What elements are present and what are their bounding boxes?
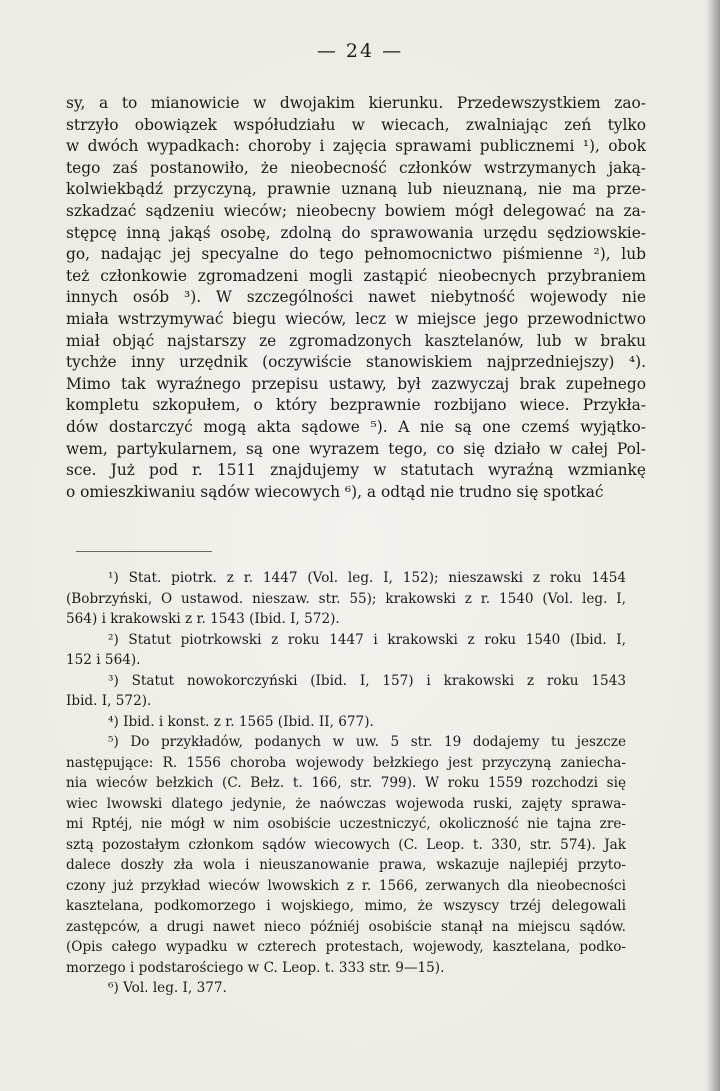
text-line: dów dostarczyć mogą akta sądowe ⁵). A nie są one czemś wyjątko- (66, 417, 646, 436)
footnote (66, 568, 626, 630)
footnote-line: sztą pozostałym członkom sądów wiecowych (C. Leop. t. 330, str. 574). Jak (66, 836, 626, 853)
footnote-line: ⁵) Do przykładów, podanych w uw. 5 str. 19 dodajemy tu jeszcze (108, 734, 626, 750)
page-edge-shadow (706, 0, 720, 1091)
footnote-line: dalece doszły zła wola i nieuszanowanie prawa, wskazuje najlepiéj przyto- (66, 857, 626, 873)
main-text (66, 93, 646, 503)
footnote-line: czony już przykład wieców lwowskich z r. 1566, zerwanych dla nieobecności (66, 877, 626, 894)
footnote-line: morzego i podstarościego w C. Leop. t. 333 str. 9—15). (66, 959, 445, 976)
footnote-separator (76, 551, 212, 552)
footnote-line: ²) Statut piotrkowski z roku 1447 i krakowski z roku 1540 (Ibid. I, (108, 631, 626, 648)
text-line: kolwiekbądź przyczyną, prawnie uznaną lub nieuznaną, nie ma prze- (66, 180, 646, 199)
footnote-line: mi Rptéj, nie mógł w nim osobiście uczestniczyć, okoliczność nie tajna zre- (66, 816, 626, 832)
footnote-line: ¹) Stat. piotrk. z r. 1447 (Vol. leg. I, 152); nieszawski z roku 1454 (108, 570, 626, 586)
footnote (66, 671, 626, 712)
footnote-line: nia wieców bełzkich (C. Bełz. t. 166, str. 799). W roku 1559 rozchodzi się (66, 775, 626, 791)
footnote-line: kasztelana, podkomorzego i wojskiego, mimo, że wszyscy trzéj delegowali (66, 898, 626, 914)
footnote-line: (Bobrzyński, O ustawod. nieszaw. str. 55); krakowski z r. 1540 (Vol. leg. I, (66, 590, 626, 607)
text-line: wem, partykularnem, są one wyrazem tego, co się działo w całej Pol- (66, 439, 646, 458)
text-line: o omieszkiwaniu sądów wiecowych ⁶), a odtąd nie trudno się spotkać (66, 482, 604, 501)
text-line: też członkowie zgromadzeni mogli zastąpić nieobecnych przybraniem (66, 266, 646, 285)
footnote-line: 152 i 564). (66, 652, 141, 668)
footnote-line: 564) i krakowski z r. 1543 (Ibid. I, 572). (66, 611, 340, 627)
footnote-line: wiec lwowski dlatego jedynie, że naówczas wojewoda ruski, zajęty sprawa- (66, 795, 626, 812)
text-line: w dwóch wypadkach: choroby i zajęcia sprawami publicznemi ¹), obok (66, 137, 646, 156)
text-line: Mimo tak wyraźnego przepisu ustawy, był zazwyczaj brak zupełnego (66, 374, 646, 393)
footnote-line: (Opis całego wypadku w czterech protestach, wojewody, kasztelana, podko- (66, 939, 626, 955)
footnote (66, 630, 626, 671)
footnote-line: Ibid. I, 572). (66, 693, 152, 709)
text-line: stępcę inną jakąś osobę, zdolną do sprawowania urzędu sędziowskie- (66, 223, 646, 242)
text-line: tychże inny urzędnik (oczywiście stanowiskiem najprzedniejszy) ⁴). (66, 353, 646, 372)
text-line: kompletu szkopułem, o który bezprawnie rozbijano wiece. Przykła- (66, 396, 646, 415)
text-line: szkadzać sądzeniu wieców; nieobecny bowiem mógł delegować na za- (66, 201, 646, 220)
text-line: sce. Już pod r. 1511 znajdujemy w statutach wyraźną wzmiankę (66, 461, 646, 480)
text-line: miał objąć najstarszy ze zgromadzonych kasztelanów, lub w braku (66, 331, 646, 350)
text-line: miała wstrzymywać biegu wieców, lecz w miejsce jego przewodnictwo (66, 309, 646, 328)
footnote-line: ³) Statut nowokorczyński (Ibid. I, 157) i krakowski z roku 1543 (108, 672, 626, 689)
text-line: sy, a to mianowicie w dwojakim kierunku. Przedewszystkiem zao- (66, 94, 646, 112)
footnote (66, 732, 626, 978)
footnote (66, 978, 626, 999)
footnote-line: zastępców, a drugi nawet nieco późniéj osobiście stanął na miejscu sądów. (66, 918, 626, 935)
text-line: go, nadając jej specyalne do tego pełnomocnictwo piśmienne ²), lub (66, 245, 646, 264)
footnotes (66, 568, 626, 999)
footnote-line: następujące: R. 1556 choroba wojewody bełzkiego jest przyczyną zaniecha- (66, 754, 626, 771)
page-number: — 24 — (316, 40, 404, 62)
footnote-line: ⁶) Vol. leg. I, 377. (108, 980, 227, 996)
footnote (66, 712, 626, 733)
text-line: strzyło obowiązek współudziału w wiecach, zwalniając zeń tylko (66, 115, 646, 134)
text-line: innych osób ³). W szczególności nawet niebytność wojewody nie (66, 288, 646, 307)
footnote-line: ⁴) Ibid. i konst. z r. 1565 (Ibid. II, 677). (108, 713, 374, 730)
text-line: tego zaś postanowiło, że nieobecność członków wstrzymanych jaką- (66, 158, 646, 177)
